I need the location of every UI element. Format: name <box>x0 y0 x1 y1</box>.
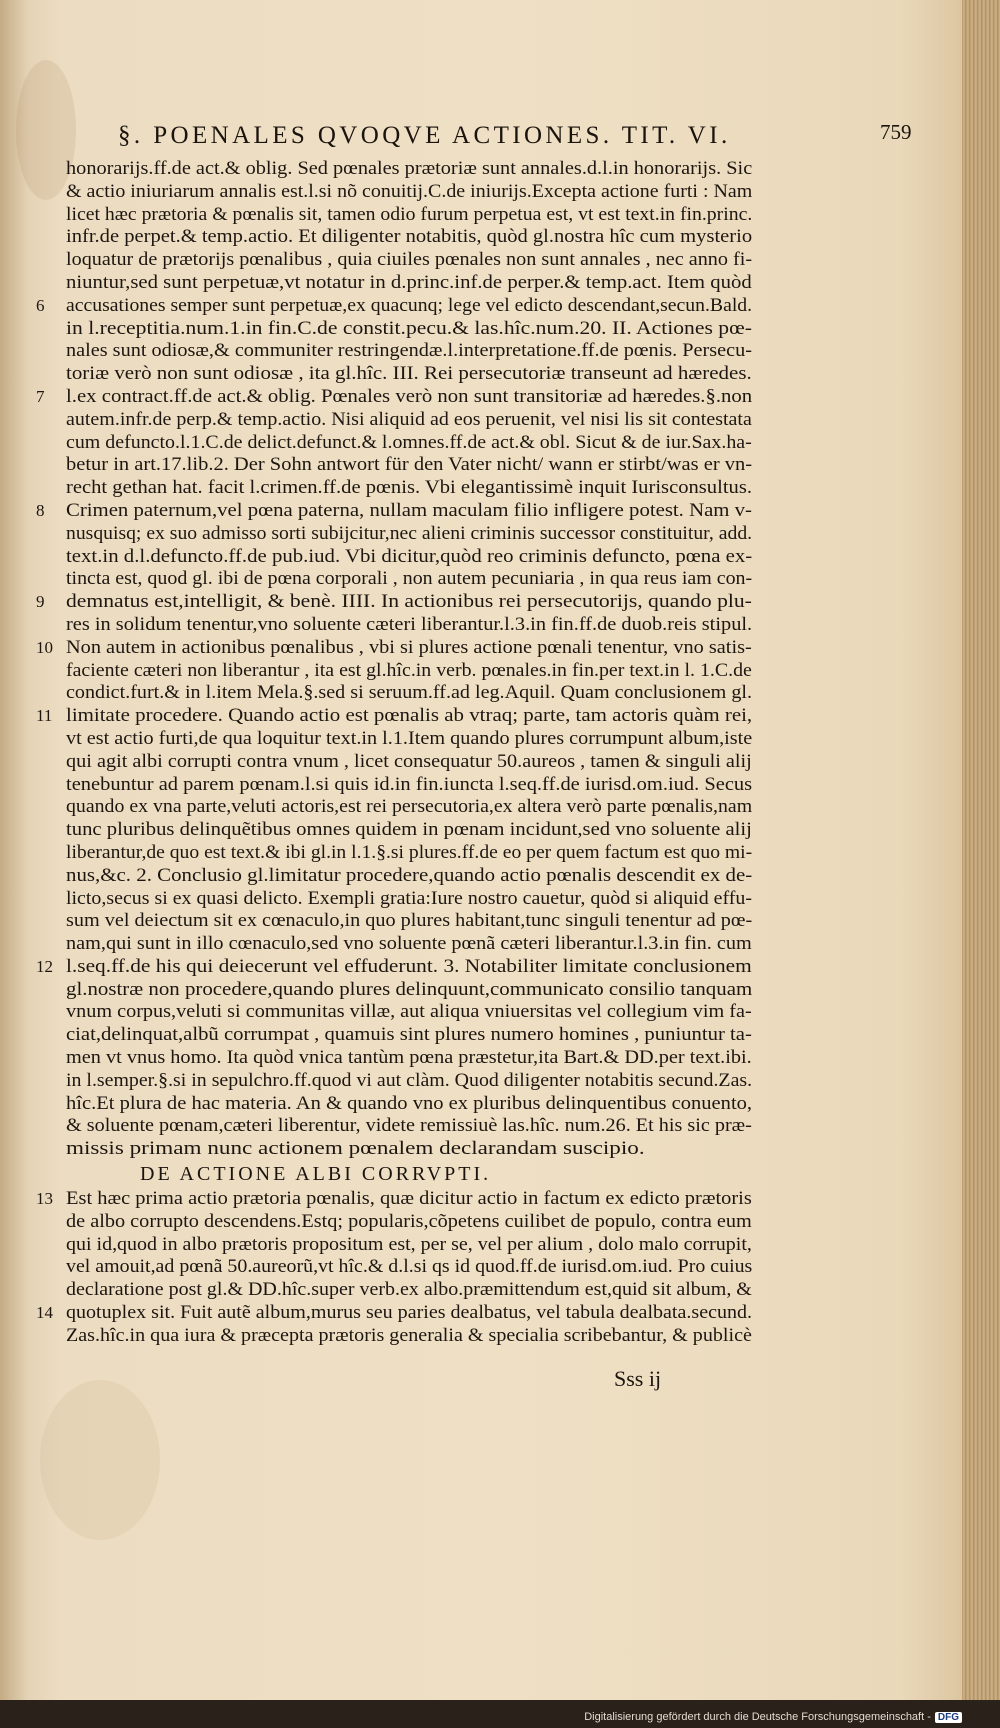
line-text: cum defuncto.l.1.C.de delict.defunct.& l.omnes.ff.de act.& obl. Sicut & de iur.Sax.ha- <box>66 432 752 453</box>
line-text: nales sunt odiosæ,& communiter restringendæ.l.interpretatione.ff.de pœnis. Persecu- <box>66 341 753 362</box>
text-line <box>66 660 752 683</box>
line-text: Zas.hîc.in qua iura & præcepta prætoris generalia & specialia scribebantur, & publicè <box>66 1325 752 1346</box>
body-text <box>36 158 753 1161</box>
text-line <box>66 1001 752 1024</box>
text-line <box>66 249 752 272</box>
line-text: men vt vnus homo. Ita quòd vnica tantùm pœna præstetur,ita Bart.& DD.per text.ibi. <box>66 1048 752 1069</box>
text-line <box>66 318 752 341</box>
text-line <box>66 888 752 911</box>
line-text: tincta est, quod gl. ibi de pœna corporali , non autem pecuniaria , in qua reus iam con- <box>66 569 753 590</box>
section-heading: DE ACTIONE ALBI CORRVPTI. <box>140 1163 492 1185</box>
line-text: loquatur de prætorijs pœnalibus , quia ciuiles pœnales non sunt annales , nec anno fi- <box>66 250 753 271</box>
line-text: tunc pluribus delinquẽtibus omnes quidem in pœnam incidunt,sed vno soluente alij <box>66 820 752 841</box>
text-line <box>66 1234 752 1257</box>
running-head: §. POENALES QVOQVE ACTIONES. TIT. VI. <box>118 122 731 149</box>
text-line <box>66 181 752 204</box>
line-text: in l.receptitia.num.1.in fin.C.de constit.pecu.& las.hîc.num.20. II. Actiones pœ- <box>66 318 752 339</box>
margin-note-number: 9 <box>36 592 45 612</box>
line-text: sum vel deiectum sit ex cœnaculo,in quo plures habitant,tunc singuli tenentur ad pœ- <box>66 911 753 932</box>
text-line <box>66 979 752 1002</box>
text-line <box>36 637 752 660</box>
page-edges <box>962 0 1000 1700</box>
text-line <box>36 1188 752 1211</box>
credit-text: Digitalisierung gefördert durch die Deutsche Forschungsgemeinschaft - <box>584 1711 931 1723</box>
line-text: Crimen paternum,vel pœna paterna, nullam maculam filio infligere potest. Nam v- <box>66 500 752 521</box>
line-text: & actio iniuriarum annalis est.l.si nõ conuitij.C.de iniurijs.Excepta actione furti : Nam <box>66 181 753 202</box>
line-text: autem.infr.de perp.& temp.actio. Nisi aliquid ad eos peruenit, vel nisi lis sit contestata <box>66 409 752 430</box>
line-text: faciente cæteri non liberantur , ita est gl.hîc.in verb. pœnales.in fin.per text.in l. 1.C.de <box>66 660 752 681</box>
text-line <box>66 340 752 363</box>
line-text: Non autem in actionibus pœnalibus , vbi si plures actione pœnali tenentur, vno satis- <box>66 637 752 658</box>
line-text: condict.furt.& in l.item Mela.§.sed si seruum.ff.ad leg.Aquil. Quam conclusionem gl. <box>66 683 753 704</box>
text-line <box>66 865 752 888</box>
text-line <box>66 1047 752 1070</box>
text-line <box>66 682 752 705</box>
text-line <box>66 751 752 774</box>
margin-note-number: 13 <box>36 1189 53 1208</box>
line-text: licto,secus si ex quasi delicto. Exempli gratia:Iure nostro cauetur, quòd si aliquid effu- <box>66 888 752 909</box>
body-text-second-section <box>36 1188 753 1348</box>
text-line <box>66 1115 752 1138</box>
line-text: honorarijs.ff.de act.& oblig. Sed pœnales prætoriæ sunt annales.d.l.in honorarijs. Sic <box>66 159 753 179</box>
text-line <box>66 432 752 455</box>
text-line <box>66 454 752 477</box>
line-text: nusquisq; ex suo admisso sorti subijcitur,nec alieni criminis successor constituitur, add. <box>66 523 753 544</box>
text-line <box>66 226 752 249</box>
line-text: toriæ verò non sunt odiosæ , ita gl.hîc. III. Rei persecutoriæ transeunt ad hæredes. <box>66 364 752 385</box>
margin-note-number: 12 <box>36 956 53 976</box>
footer-bar <box>0 1700 1000 1728</box>
margin-note-number: 7 <box>36 386 45 406</box>
line-text: accusationes semper sunt perpetuæ,ex quacunq; lege vel edicto descendant,secun.Bald. <box>66 295 753 316</box>
text-line <box>36 591 752 614</box>
dfg-logo: DFG <box>935 1712 962 1723</box>
text-line <box>66 614 752 637</box>
page-number: 759 <box>880 120 912 144</box>
text-line <box>66 477 752 500</box>
line-text: l.seq.ff.de his qui deiecerunt vel effuderunt. 3. Notabiliter limitate conclusionem <box>66 956 752 977</box>
text-line <box>66 546 752 569</box>
line-text: res in solidum tenentur,vno soluente cæteri liberantur.l.3.in fin.ff.de duob.reis stipul. <box>66 614 753 635</box>
text-line <box>66 158 752 181</box>
text-line <box>36 705 753 728</box>
line-text: vel amouit,ad pœnã 50.aureorũ,vt hîc.& d.l.si qs id quod.ff.de iurisd.om.iud. Pro cuius <box>66 1257 753 1278</box>
text-line <box>36 956 752 979</box>
text-line <box>66 1093 752 1116</box>
line-text: recht gethan hat. facit l.crimen.ff.de pœnis. Vbi elegantissimè inquit Iurisconsultus. <box>66 478 753 499</box>
margin-note-number: 6 <box>36 295 45 315</box>
margin-note-number: 11 <box>36 706 53 726</box>
text-line <box>66 204 752 227</box>
text-line <box>36 386 753 409</box>
line-text: demnatus est,intelligit, & benè. IIII. In actionibus rei persecutorijs, quando plu- <box>66 592 752 613</box>
text-line <box>66 933 752 956</box>
line-text: qui agit albi corrupti contra vnum , licet consequatur 50.aureos , tamen & singuli alij <box>66 751 752 772</box>
line-text: text.in d.l.defuncto.ff.de pub.iud. Vbi dicitur,quòd reo criminis defuncto, pœna ex- <box>66 546 753 567</box>
text-line <box>66 363 752 386</box>
margin-note-number: 14 <box>36 1302 53 1322</box>
text-line <box>66 1024 752 1047</box>
line-text: & soluente pœnam,cæteri liberentur, videte remissiuè las.hîc. num.26. Et his sic præ- <box>66 1116 752 1137</box>
line-text: ciat,delinquat,albũ corrumpat , quamuis sint plures numero homines , puniuntur ta- <box>66 1025 752 1046</box>
signature-mark: Sss ij <box>614 1366 662 1391</box>
line-text: betur in art.17.lib.2. Der Sohn antwort für den Vater nicht/ wann er stirbt/was er vn- <box>66 455 753 476</box>
line-text: hîc.Et plura de hac materia. An & quando vno ex pluribus delinquentibus conuento, <box>66 1093 753 1114</box>
text-line <box>36 295 753 318</box>
line-text: quando ex vna parte,veluti actoris,est rei persecutoria,ex altera verò parte pœnalis,nam <box>66 797 753 818</box>
text-line <box>66 1211 752 1234</box>
text-line <box>66 1138 752 1161</box>
text-line <box>66 842 752 865</box>
line-text: declaratione post gl.& DD.hîc.super verb.ex albo.præmittendum est,quid sit album, & <box>66 1280 752 1301</box>
line-text: niuntur,sed sunt perpetuæ,vt notatur in d.princ.inf.de perper.& temp.act. Item quòd <box>66 272 752 293</box>
line-text: licet hæc prætoria & pœnalis sit, tamen odio furum perpetua est, vt est text.in fin.princ. <box>66 204 753 225</box>
line-text: tenebuntur ad parem pœnam.l.si quis id.in fin.iuncta l.seq.ff.de iurisd.om.iud. Secus <box>66 774 753 795</box>
paper-stain <box>40 1380 160 1540</box>
text-line <box>66 1070 752 1093</box>
text-line <box>66 568 752 591</box>
line-text: gl.nostræ non procedere,quando plures delinquunt,communicato consilio tanquam <box>66 979 753 1000</box>
text-line <box>66 1256 752 1279</box>
margin-note-number: 10 <box>36 637 53 657</box>
line-text: vnum corpus,veluti si communitas villæ, aut aliqua vniuersitas vel collegium vim fa- <box>66 1002 752 1023</box>
text-line <box>66 728 752 751</box>
line-text: qui id,quod in albo prætoris propositum est, per se, vel per alium , dolo malo corrupit, <box>66 1234 752 1255</box>
text-line <box>36 1302 753 1325</box>
line-text: nam,qui sunt in illo cœnaculo,sed vno soluente pœnã cæteri liberantur.l.3.in fin. cum <box>66 934 752 955</box>
line-text: de albo corrupto descendens.Estq; popularis,cõpetens cuilibet de populo, contra eum <box>66 1211 752 1232</box>
text-line <box>66 523 752 546</box>
text-line <box>66 910 752 933</box>
text-line <box>66 1325 752 1348</box>
line-text: liberantur,de quo est text.& ibi gl.in l.1.§.si plures.ff.de eo per quem factum est quo mi- <box>66 842 753 863</box>
text-line <box>66 774 752 797</box>
margin-note-number: 8 <box>36 500 45 520</box>
line-text: Est hæc prima actio prætoria pœnalis, quæ dicitur actio in factum ex edicto prætoris <box>66 1189 752 1209</box>
digitization-credit <box>584 1711 962 1723</box>
text-line <box>36 500 752 523</box>
text-line <box>66 272 752 295</box>
line-text: missis primam nunc actionem pœnalem declarandam suscipio. <box>66 1139 645 1160</box>
line-text: infr.de perpet.& temp.actio. Et diligenter notabitis, quòd gl.nostra hîc cum mysterio <box>66 227 753 248</box>
text-line <box>66 1279 752 1302</box>
line-text: in l.semper.§.si in sepulchro.ff.quod vi aut clàm. Quod diligenter notabitis secund.Zas. <box>66 1070 753 1091</box>
line-text: vt est actio furti,de qua loquitur text.in l.1.Item quando plures corrumpunt album,iste <box>66 728 753 749</box>
line-text: l.ex contract.ff.de act.& oblig. Pœnales verò non sunt transitoriæ ad hæredes.§.non <box>66 386 753 407</box>
text-line <box>66 819 752 842</box>
line-text: quotuplex sit. Fuit autẽ album,murus seu paries dealbatus, vel tabula dealbata.secund. <box>66 1302 753 1323</box>
text-line <box>66 409 752 432</box>
text-line <box>66 796 752 819</box>
line-text: nus,&c. 2. Conclusio gl.limitatur procedere,quando actio pœnalis descendit ex de- <box>66 865 753 886</box>
line-text: limitate procedere. Quando actio est pœnalis ab vtraq; parte, tam actoris quàm rei, <box>66 706 753 727</box>
